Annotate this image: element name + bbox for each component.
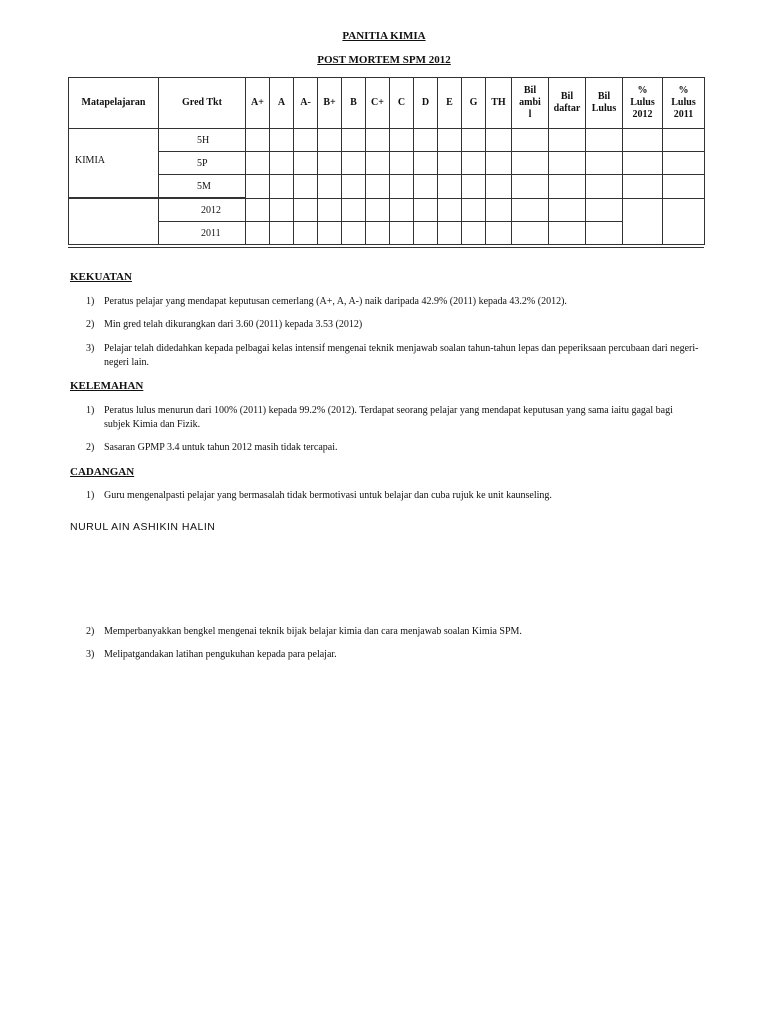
list-item-number: 2)	[86, 442, 95, 453]
list-item-number: 2)	[86, 319, 95, 330]
list-item-text: Guru mengenalpasti pelajar yang bermasalah tidak bermotivasi untuk belajar dan cuba rujuk ke unit kaunseling.	[104, 490, 552, 501]
level-cell: 5M	[159, 175, 246, 199]
section-heading-cadangan: CADANGAN	[70, 466, 135, 478]
header-pct-lulus-2012	[623, 78, 663, 129]
table-header-row	[69, 78, 705, 129]
table-row-5h	[69, 129, 705, 152]
table-row-2011	[69, 222, 705, 245]
empty-subject-cell	[69, 198, 159, 245]
list-item-text: Sasaran GPMP 3.4 untuk tahun 2012 masih tidak tercapai.	[104, 442, 338, 453]
header-grade-a: A	[270, 78, 294, 129]
list-item-text: Peratus pelajar yang mendapat keputusan cemerlang (A+, A, A-) naik daripada 42.9% (2011) kepada 43.2% (2012).	[104, 296, 567, 307]
document-title: PANITIA KIMIA	[342, 30, 426, 42]
list-item-number: 1)	[86, 296, 95, 307]
list-item	[86, 404, 700, 432]
header-grade-a-minus: A-	[294, 78, 318, 129]
list-item	[86, 318, 700, 332]
header-grade-th: TH	[486, 78, 512, 129]
header-bil-ambil-line: ambi	[519, 97, 541, 108]
header-bil-ambil-line: Bil	[523, 85, 537, 96]
header-pct-2012-line: Lulus	[630, 97, 655, 108]
list-item-number: 1)	[86, 405, 95, 416]
header-grade-c-plus: C+	[366, 78, 390, 129]
pct-2012-cell	[623, 198, 663, 245]
table-row-5p	[69, 152, 705, 175]
level-cell: 5H	[159, 129, 246, 152]
list-item	[86, 648, 700, 662]
list-item-text: Memperbanyakkan bengkel mengenai teknik bijak belajar kimia dan cara menjawab soalan Kimia SPM.	[104, 626, 522, 637]
list-item-number: 3)	[86, 343, 95, 354]
list-item-number: 2)	[86, 626, 95, 637]
list-item	[86, 625, 700, 639]
header-bil-daftar-line: Bil	[560, 91, 574, 102]
header-pct-2011-line: 2011	[673, 109, 694, 120]
header-bil-daftar	[549, 78, 586, 129]
header-level: Gred Tkt	[159, 78, 246, 129]
header-grade-c: C	[390, 78, 414, 129]
level-cell: 5P	[159, 152, 246, 175]
table-row-5m	[69, 175, 705, 199]
year-cell: 2012	[159, 198, 246, 222]
header-bil-lulus-line: Bil	[597, 91, 611, 102]
header-grade-b: B	[342, 78, 366, 129]
list-item-text: Melipatgandakan latihan pengukuhan kepada para pelajar.	[104, 649, 337, 660]
header-grade-b-plus: B+	[318, 78, 342, 129]
year-cell: 2011	[159, 222, 246, 245]
list-item	[86, 342, 700, 370]
list-item	[86, 441, 700, 455]
header-bil-lulus-line: Lulus	[591, 103, 617, 114]
list-item-text: Min gred telah dikurangkan dari 3.60 (2011) kepada 3.53 (2012)	[104, 319, 363, 330]
header-bil-daftar-line: daftar	[553, 103, 581, 114]
header-grade-d: D	[414, 78, 438, 129]
table-bottom-rule	[68, 247, 704, 248]
list-item-number: 3)	[86, 649, 95, 660]
header-pct-2012-line: 2012	[632, 109, 653, 120]
results-table	[68, 77, 705, 245]
header-pct-2011-line: %	[678, 85, 689, 96]
list-item	[86, 489, 700, 503]
header-bil-lulus	[586, 78, 623, 129]
header-subject: Matapelajaran	[69, 78, 159, 129]
list-item-number: 1)	[86, 490, 95, 501]
pct-2011-cell	[663, 198, 705, 245]
results-table-container	[68, 77, 704, 245]
header-bil-ambil	[512, 78, 549, 129]
subject-cell: KIMIA	[69, 129, 159, 199]
document-subtitle: POST MORTEM SPM 2012	[317, 54, 451, 66]
header-pct-lulus-2011	[663, 78, 705, 129]
header-grade-g: G	[462, 78, 486, 129]
list-item	[86, 295, 700, 309]
header-grade-a-plus: A+	[246, 78, 270, 129]
header-pct-2011-line: Lulus	[671, 97, 696, 108]
section-heading-kekuatan: KEKUATAN	[70, 271, 132, 283]
header-grade-e: E	[438, 78, 462, 129]
table-row-2012	[69, 198, 705, 222]
author-name: NURUL AIN ASHIKIN HALIN	[70, 521, 216, 533]
list-item-text: Peratus lulus menurun dari 100% (2011) kepada 99.2% (2012). Terdapat seorang pelajar yang mendapat keputusan yang sama iaitu gagal bagi subjek Kimia dan Fizik.	[104, 405, 673, 430]
header-pct-2012-line: %	[637, 85, 648, 96]
section-heading-kelemahan: KELEMAHAN	[70, 380, 144, 392]
list-item-text: Pelajar telah didedahkan kepada pelbagai kelas intensif mengenai teknik menjawab soalan tahun-tahun lepas dan peperiksaan percubaan dari negeri-negeri lain.	[104, 343, 699, 368]
header-bil-ambil-line: l	[528, 109, 532, 120]
